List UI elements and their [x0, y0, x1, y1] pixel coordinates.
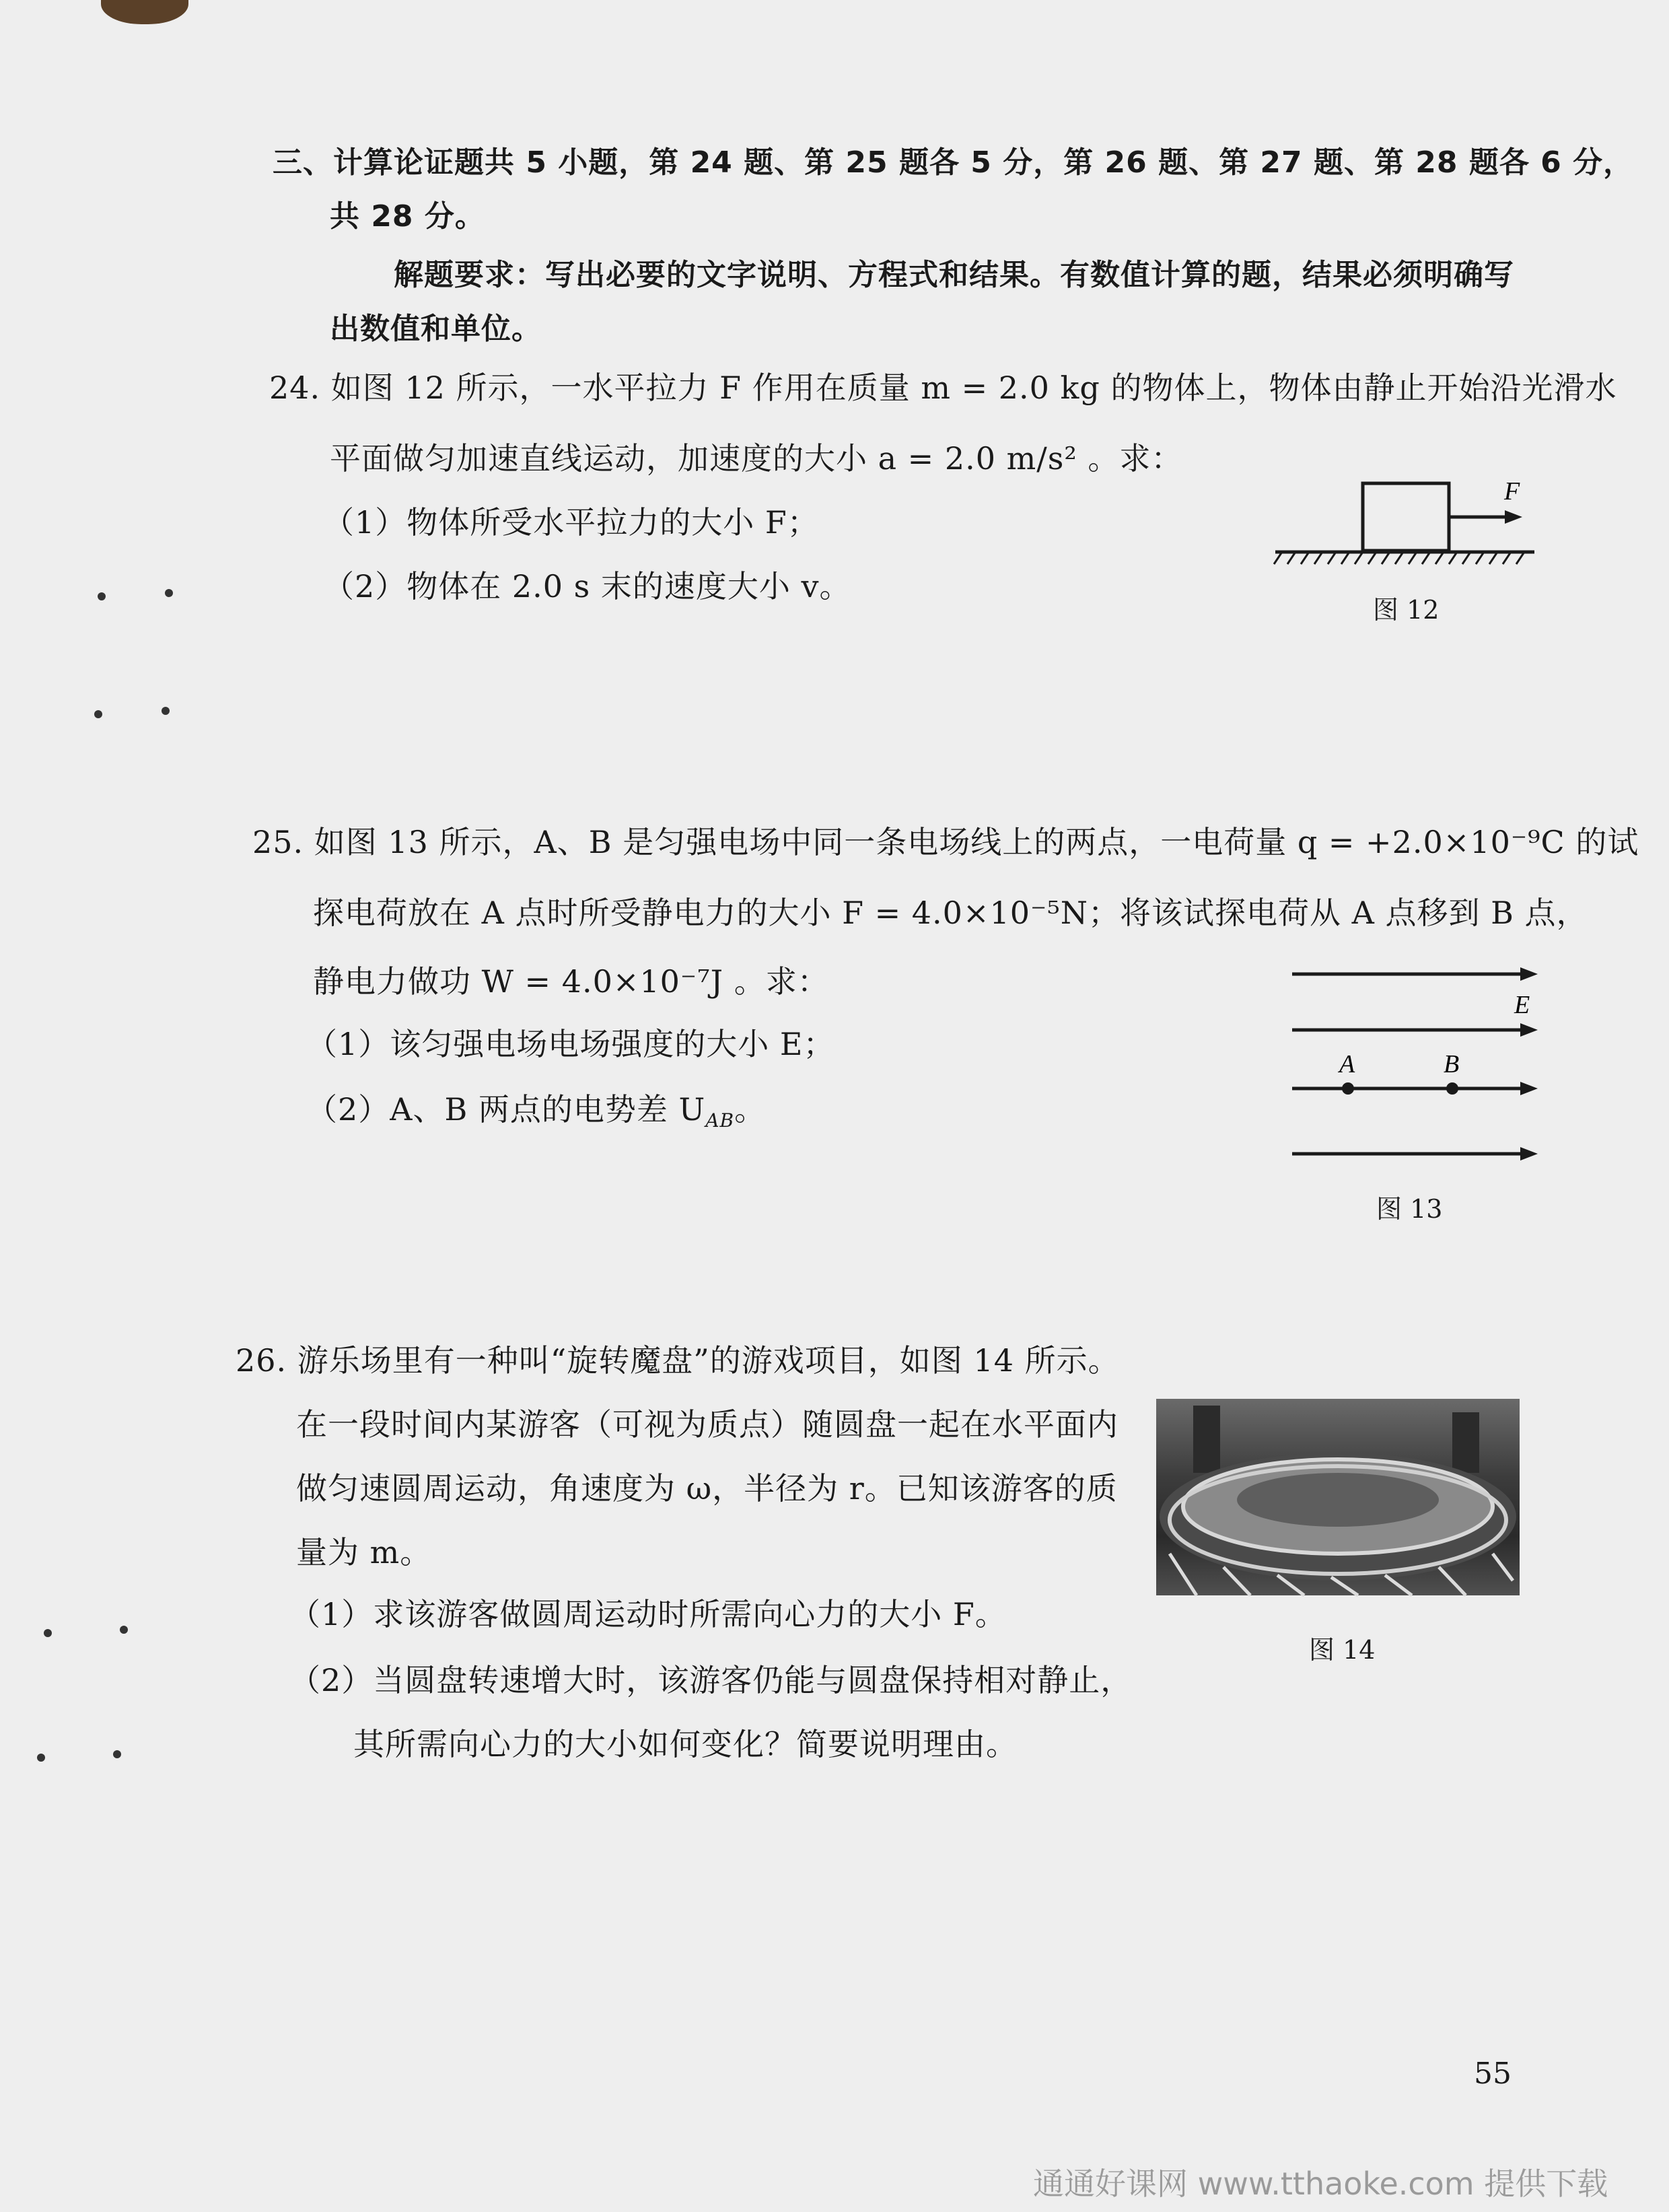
q24-stem: 24. 如图 12 所示，一水平拉力 F 作用在质量 m = 2.0 kg 的物体上，物体由静止开始沿光滑水: [269, 370, 1617, 406]
figure-12-caption: 图 12: [1373, 595, 1440, 625]
margin-speck: [37, 1754, 45, 1762]
margin-speck: [94, 710, 102, 718]
field-arrowhead-3: [1520, 1082, 1538, 1095]
q26-part-1: （1）求该游客做圆周运动时所需向心力的大小 F。: [289, 1596, 1007, 1632]
figure-14-caption: 图 14: [1309, 1635, 1376, 1665]
q26-stem-cont3: 量为 m。: [296, 1534, 432, 1570]
field-arrowhead-2: [1520, 1023, 1538, 1037]
q24-part-2: （2）物体在 2.0 s 末的速度大小 v。: [323, 568, 851, 604]
q25-part-1: （1）该匀强电场电场强度的大小 E；: [306, 1026, 835, 1062]
q26-part-2-cont: 其所需向心力的大小如何变化？简要说明理由。: [353, 1726, 1018, 1762]
margin-speck: [44, 1629, 52, 1637]
field-arrowhead-4: [1520, 1147, 1538, 1161]
figure-14-photo: [1156, 1399, 1520, 1595]
q25-stem: 25. 如图 13 所示，A、B 是匀强电场中同一条电场线上的两点，一电荷量 q = +2.0×10⁻⁹C 的试: [252, 824, 1639, 860]
point-b-label: B: [1444, 1050, 1460, 1078]
q26-stem: 26. 游乐场里有一种叫“旋转魔盘”的游戏项目，如图 14 所示。: [236, 1342, 1120, 1379]
q26-stem-cont2: 做匀速圆周运动，角速度为 ω，半径为 r。已知该游客的质: [296, 1470, 1118, 1507]
margin-speck: [113, 1750, 121, 1758]
watermark: 通通好课网 www.tthaoke.com 提供下载: [1033, 2166, 1608, 2202]
rotating-disc-illustration: [1156, 1399, 1520, 1595]
q26-part-2: （2）当圆盘转速增大时，该游客仍能与圆盘保持相对静止，: [289, 1662, 1133, 1698]
figure-13-caption: 图 13: [1376, 1194, 1443, 1224]
solving-requirements: 解题要求：写出必要的文字说明、方程式和结果。有数值计算的题，结果必须明确写: [394, 258, 1514, 292]
field-label: E: [1514, 991, 1530, 1019]
margin-speck: [162, 707, 170, 715]
q25-stem-cont: 探电荷放在 A 点时所受静电力的大小 F = 4.0×10⁻⁵N；将该试探电荷从 A 点移到 B 点，: [313, 895, 1588, 931]
section-header: 三、计算论证题共 5 小题，第 24 题、第 25 题各 5 分，第 26 题、第 27 题、第 28 题各 6 分，: [273, 145, 1634, 180]
point-a-label: A: [1339, 1050, 1355, 1078]
q24-stem-cont: 平面做匀加速直线运动，加速度的大小 a = 2.0 m/s² 。求：: [330, 440, 1183, 477]
margin-speck: [98, 592, 106, 600]
point-b-dot: [1446, 1082, 1458, 1095]
margin-speck: [120, 1626, 128, 1634]
field-arrowhead-1: [1520, 967, 1538, 981]
solving-requirements-cont: 出数值和单位。: [330, 312, 542, 346]
q24-part-1: （1）物体所受水平拉力的大小 F；: [323, 504, 819, 541]
q26-stem-cont: 在一段时间内某游客（可视为质点）随圆盘一起在水平面内: [296, 1406, 1118, 1443]
point-a-dot: [1342, 1082, 1354, 1095]
margin-speck: [165, 589, 173, 597]
page-number: 55: [1474, 2057, 1512, 2091]
q25-part-2: （2）A、B 两点的电势差 $U_{AB}$。: [306, 1091, 767, 1132]
q25-stem-cont2: 静电力做功 W = 4.0×10⁻⁷J 。求：: [313, 963, 829, 1000]
force-label: F: [1504, 477, 1520, 506]
section-header-cont: 共 28 分。: [330, 199, 485, 234]
